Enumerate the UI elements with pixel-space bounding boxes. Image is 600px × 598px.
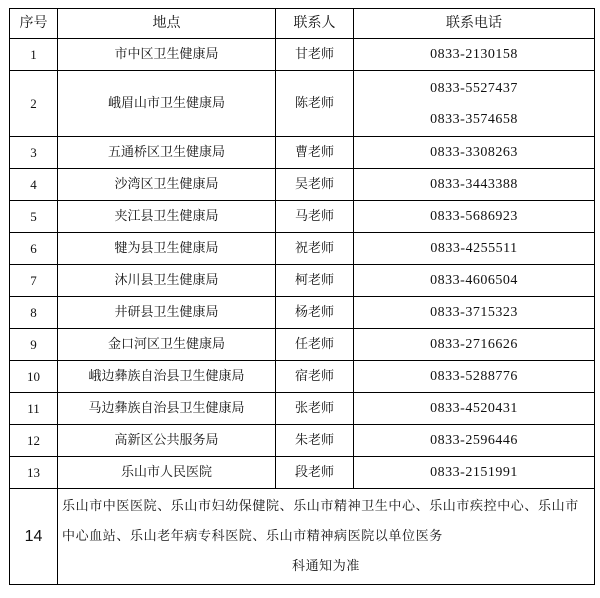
table-cell-contact: 朱老师 (276, 425, 354, 457)
phone-number: 0833-2130158 (430, 47, 518, 62)
table-cell-seq: 2 (10, 71, 58, 137)
table-cell-location: 犍为县卫生健康局 (58, 233, 276, 265)
phone-number: 0833-3574658 (430, 111, 518, 127)
table-row (10, 71, 595, 137)
table-cell-location: 金口河区卫生健康局 (58, 329, 276, 361)
header-location: 地点 (58, 9, 276, 39)
table-cell-seq: 8 (10, 297, 58, 329)
table-cell-seq: 1 (10, 39, 58, 71)
table-cell-phone (354, 361, 595, 393)
phone-number: 0833-4520431 (430, 401, 518, 416)
table-cell-location: 乐山市人民医院 (58, 457, 276, 489)
table-row (10, 169, 595, 201)
table-cell-seq: 3 (10, 137, 58, 169)
table-cell-contact: 杨老师 (276, 297, 354, 329)
table-cell-contact: 马老师 (276, 201, 354, 233)
table-cell-phone (354, 265, 595, 297)
phone-number: 0833-3715323 (430, 305, 518, 320)
table-cell-location: 夹江县卫生健康局 (58, 201, 276, 233)
table-cell-seq: 13 (10, 457, 58, 489)
table-cell-seq: 11 (10, 393, 58, 425)
table-cell-location: 市中区卫生健康局 (58, 39, 276, 71)
phone-number: 0833-5288776 (430, 369, 518, 384)
table-row (10, 329, 595, 361)
note-row (10, 489, 595, 585)
table-cell-phone (354, 39, 595, 71)
table-cell-contact: 宿老师 (276, 361, 354, 393)
phone-number: 0833-4606504 (430, 273, 518, 288)
table-cell-seq: 5 (10, 201, 58, 233)
phone-number: 0833-5527437 (430, 80, 518, 96)
table-cell-seq: 10 (10, 361, 58, 393)
header-phone: 联系电话 (354, 9, 595, 39)
table-cell-location: 沙湾区卫生健康局 (58, 169, 276, 201)
table-cell-location: 峨边彝族自治县卫生健康局 (58, 361, 276, 393)
table-cell-location: 马边彝族自治县卫生健康局 (58, 393, 276, 425)
table-row (10, 393, 595, 425)
table-row (10, 297, 595, 329)
table-cell-phone (354, 457, 595, 489)
table-cell-contact: 甘老师 (276, 39, 354, 71)
table-cell-contact: 曹老师 (276, 137, 354, 169)
table-cell-contact: 吴老师 (276, 169, 354, 201)
table-cell-phone (354, 201, 595, 233)
table-row (10, 233, 595, 265)
header-row (10, 9, 595, 39)
table-cell-phone (354, 137, 595, 169)
phone-number: 0833-2151991 (430, 465, 518, 480)
table-cell-phone (354, 297, 595, 329)
table-cell-phone (354, 169, 595, 201)
header-contact: 联系人 (276, 9, 354, 39)
table-cell-contact: 陈老师 (276, 71, 354, 137)
table-cell-phone (354, 425, 595, 457)
table-cell-contact: 张老师 (276, 393, 354, 425)
table-cell-contact: 任老师 (276, 329, 354, 361)
phone-number: 0833-3443388 (430, 177, 518, 192)
table-row (10, 425, 595, 457)
table-cell-phone (354, 233, 595, 265)
table-cell-location: 高新区公共服务局 (58, 425, 276, 457)
header-seq: 序号 (10, 9, 58, 39)
table-cell-location: 井研县卫生健康局 (58, 297, 276, 329)
phone-number: 0833-2716626 (430, 337, 518, 352)
table-cell-contact: 段老师 (276, 457, 354, 489)
table-row (10, 39, 595, 71)
table-row (10, 457, 595, 489)
phone-number: 0833-4255511 (430, 241, 518, 256)
table-cell-seq: 12 (10, 425, 58, 457)
table-cell-location: 沐川县卫生健康局 (58, 265, 276, 297)
table-cell-location: 五通桥区卫生健康局 (58, 137, 276, 169)
phone-number: 0833-3308263 (430, 145, 518, 160)
contact-table (9, 8, 595, 585)
table-cell-phone (354, 71, 595, 137)
table-cell-phone (354, 329, 595, 361)
table-row (10, 361, 595, 393)
table-cell-location: 峨眉山市卫生健康局 (58, 71, 276, 137)
table-cell-seq: 4 (10, 169, 58, 201)
table-body (10, 39, 595, 585)
note-text-last-line: 科通知为准 (291, 558, 360, 574)
table-cell-seq: 14 (10, 489, 58, 585)
note-cell (58, 489, 595, 585)
contact-table-container (9, 8, 594, 585)
table-cell-seq: 9 (10, 329, 58, 361)
phone-number: 0833-2596446 (430, 433, 518, 448)
table-cell-phone (354, 393, 595, 425)
phone-number: 0833-5686923 (430, 209, 518, 224)
table-cell-contact: 柯老师 (276, 265, 354, 297)
table-cell-seq: 6 (10, 233, 58, 265)
table-row (10, 201, 595, 233)
table-row (10, 137, 595, 169)
table-cell-contact: 祝老师 (276, 233, 354, 265)
note-text: 乐山市中医医院、乐山市妇幼保健院、乐山市精神卫生中心、乐山市疾控中心、乐山市中心血站、乐山老年病专科医院、乐山市精神病医院以单位医务 (62, 498, 579, 544)
table-cell-seq: 7 (10, 265, 58, 297)
table-row (10, 265, 595, 297)
